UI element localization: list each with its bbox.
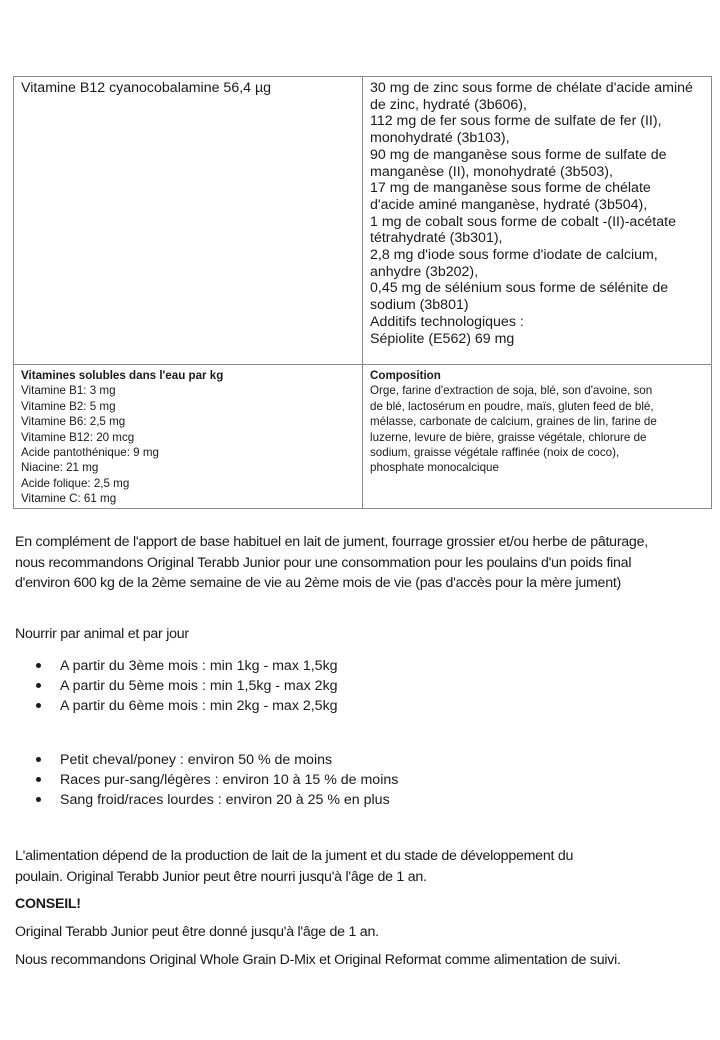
list-item-text: A partir du 3ème mois : min 1kg - max 1,5kg xyxy=(60,658,338,674)
bullet-icon xyxy=(36,777,41,782)
intro-line: d'environ 600 kg de la 2ème semaine de vie au 2ème mois de vie (pas d'accès pour la mère jument) xyxy=(15,575,622,591)
composition-heading: Composition xyxy=(370,369,441,382)
trace-element-line: Additifs technologiques : xyxy=(370,313,524,330)
table-row xyxy=(14,365,712,509)
feeding-heading xyxy=(15,624,189,645)
advice-heading xyxy=(15,894,81,915)
composition-line: sodium, graisse végétale raffinée (noix de coco), xyxy=(370,446,620,460)
vitamin-line: Vitamine B1: 3 mg xyxy=(21,384,116,398)
table-row xyxy=(14,77,712,365)
trace-element-line: de zinc, hydraté (3b606), xyxy=(370,96,527,113)
vitamin-line: Vitamine B2: 5 mg xyxy=(21,399,116,413)
trace-element-line: monohydraté (3b103), xyxy=(370,130,510,147)
trace-element-line: 1 mg de cobalt sous forme de cobalt -(II)-acétate xyxy=(370,213,676,230)
bullet-icon xyxy=(36,663,41,668)
note-line: poulain. Original Terabb Junior peut être nourri jusqu'à l'âge de 1 an. xyxy=(15,868,427,885)
composition-line: mélasse, carbonate de calcium, graines de lin, farine de xyxy=(370,415,657,429)
vitamin-line: Niacine: 21 mg xyxy=(21,461,99,475)
composition-line: luzerne, levure de bière, graisse végétale, chlorure de xyxy=(370,430,647,444)
trace-element-line: 0,45 mg de sélénium sous forme de sélénite de xyxy=(370,280,669,297)
list-item xyxy=(36,696,338,716)
vitamin-line: Vitamine B12: 20 mcg xyxy=(21,430,135,444)
trace-element-line: 30 mg de zinc sous forme de chélate d'acide aminé xyxy=(370,80,693,96)
advice-heading-text: CONSEIL! xyxy=(15,896,81,912)
advice-text: Nous recommandons Original Whole Grain D-Mix et Original Reformat comme alimentation de suivi. xyxy=(15,952,621,968)
feeding-heading-text: Nourrir par animal et par jour xyxy=(15,626,189,642)
list-item xyxy=(36,790,398,810)
list-item xyxy=(36,656,338,676)
note-paragraph xyxy=(15,846,573,887)
list-item-text: A partir du 6ème mois : min 2kg - max 2,5kg xyxy=(60,698,338,714)
trace-element-line: anhydre (3b202), xyxy=(370,263,479,280)
trace-element-line: tétrahydraté (3b301), xyxy=(370,230,503,247)
advice-line-2 xyxy=(15,950,621,971)
vitamin-line: Acide pantothénique: 9 mg xyxy=(21,446,159,460)
vitamin-line: Vitamine B6: 2,5 mg xyxy=(21,415,126,429)
trace-element-line: d'acide aminé manganèse, hydraté (3b504), xyxy=(370,196,648,213)
list-item xyxy=(36,750,398,770)
vitamin-line: Acide folique: 2,5 mg xyxy=(21,476,130,490)
water-soluble-vitamins-cell xyxy=(14,365,363,509)
nutrition-table xyxy=(13,76,712,509)
trace-elements-cell xyxy=(363,77,712,365)
vitamin-line: Vitamine C: 61 mg xyxy=(21,492,117,506)
vitamin-b12-cell xyxy=(14,77,363,365)
advice-line-1 xyxy=(15,922,379,943)
list-item-text: Sang froid/races lourdes : environ 20 à 25 % en plus xyxy=(60,792,390,808)
list-item-text: Races pur-sang/légères : environ 10 à 15 % de moins xyxy=(60,772,399,788)
composition-line: Orge, farine d'extraction de soja, blé, son d'avoine, son xyxy=(370,384,653,398)
bullet-icon xyxy=(36,703,41,708)
list-item-text: A partir du 5ème mois : min 1,5kg - max 2kg xyxy=(60,678,338,694)
trace-element-line: sodium (3b801) xyxy=(370,297,469,314)
intro-line: nous recommandons Original Terabb Junior pour une consommation pour les poulains d'un poids final xyxy=(15,554,632,571)
intro-paragraph xyxy=(15,532,648,594)
note-line: L'alimentation dépend de la production de lait de la jument et du stade de développement du xyxy=(15,848,574,864)
trace-element-line: 90 mg de manganèse sous forme de sulfate de xyxy=(370,146,667,163)
bullet-icon xyxy=(36,683,41,688)
trace-element-line: Sépiolite (E562) 69 mg xyxy=(370,330,515,347)
feeding-list xyxy=(36,656,338,716)
vitamin-b12-text: Vitamine B12 cyanocobalamine 56,4 µg xyxy=(21,80,272,96)
bullet-icon xyxy=(36,757,41,762)
trace-element-line: 112 mg de fer sous forme de sulfate de fer (II), xyxy=(370,113,662,130)
water-soluble-vitamins-heading: Vitamines solubles dans l'eau par kg xyxy=(21,369,224,382)
composition-line: de blé, lactosérum en poudre, maïs, gluten feed de blé, xyxy=(370,399,654,413)
composition-line: phosphate monocalcique xyxy=(370,461,499,475)
adjustments-list xyxy=(36,750,398,810)
trace-element-line: 17 mg de manganèse sous forme de chélate xyxy=(370,180,651,197)
intro-line: En complément de l'apport de base habituel en lait de jument, fourrage grossier et/ou herbe de pâturage, xyxy=(15,534,648,550)
list-item xyxy=(36,676,338,696)
advice-text: Original Terabb Junior peut être donné jusqu'à l'âge de 1 an. xyxy=(15,924,379,940)
trace-element-line: manganèse (II), monohydraté (3b503), xyxy=(370,163,613,180)
bullet-icon xyxy=(36,797,41,802)
list-item xyxy=(36,770,398,790)
list-item-text: Petit cheval/poney : environ 50 % de moins xyxy=(60,752,333,768)
trace-element-line: 2,8 mg d'iode sous forme d'iodate de calcium, xyxy=(370,247,658,264)
composition-cell xyxy=(363,365,712,509)
